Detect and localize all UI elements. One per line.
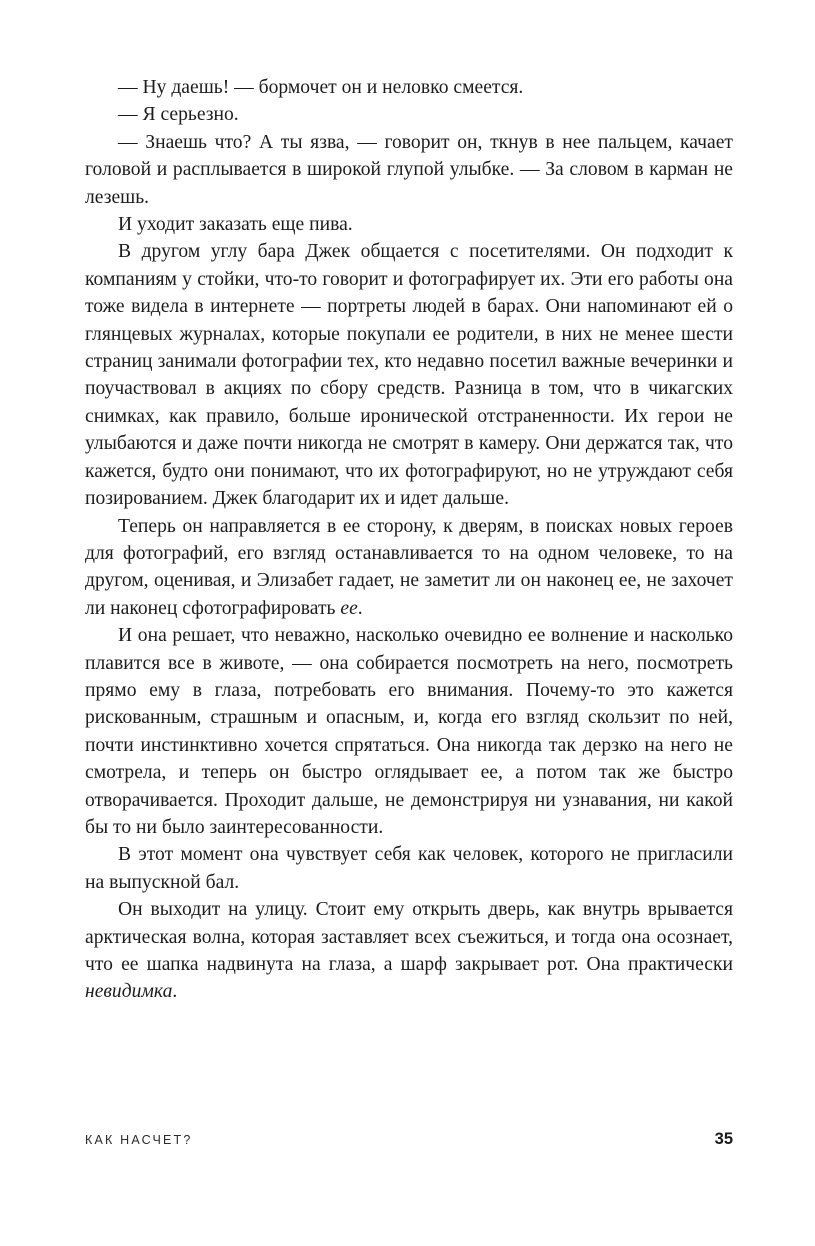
- paragraph: [85, 211, 733, 238]
- text-run: Он выходит на улицу. Стоит ему открыть дверь, как внутрь врывается арктическая волна, которая заставляет всех съежиться, и тогда она осознает, что ее шапка надвинута на глаза, а шарф закрывает рот. Она практически: [85, 899, 733, 975]
- text-run: Теперь он направляется в ее сторону, к дверям, в поисках новых героев для фотографий, его взгляд останавливается то на одном человеке, то на другом, оценивая, и Элизабет гадает, не заметит ли он наконец ее, не захочет ли наконец сфотографировать: [85, 515, 733, 619]
- paragraph: [85, 101, 733, 128]
- paragraph: [85, 622, 733, 841]
- paragraph: [85, 513, 733, 623]
- paragraph: [85, 896, 733, 1006]
- text-run: И уходит заказать еще пива.: [118, 214, 353, 236]
- page-number: 35: [714, 1130, 733, 1148]
- text-run: В другом углу бара Джек общается с посетителями. Он подходит к компаниям у стойки, что-то говорит и фотографирует их. Эти его работы она тоже видела в интернете — портреты людей в барах. Они напоминают ей о глянцевых журналах, которые покупали ее родители, в них не менее шести страниц занимали фотографии тех, кто недавно посетил важные вечеринки и поучаствовал в акциях по сбору средств. Разница в том, что в чикагских снимках, как правило, больше иронической отстраненности. Их герои не улыбаются и даже почти никогда не смотрят в камеру. Они держатся так, что кажется, будто они понимают, что их фотографируют, но не утруждают себя позированием. Джек благодарит их и идет дальше.: [85, 241, 733, 510]
- paragraph: [85, 841, 733, 896]
- page-text: [85, 74, 733, 1006]
- paragraph: [85, 129, 733, 211]
- text-run: И она решает, что неважно, насколько очевидно ее волнение и насколько плавится все в животе, — она собирается посмотреть на него, посмотреть прямо ему в глаза, потребовать его внимания. Почему-то это кажется рискованным, страшным и опасным, и, когда его взгляд скользит по ней, почти инстинктивно хочется спрятаться. Она никогда так дерзко на него не смотрела, и теперь он быстро оглядывает ее, а потом так же быстро отворачивается. Проходит дальше, не демонстрируя ни узнавания, ни какой бы то ни было заинтересованности.: [85, 625, 733, 838]
- paragraph: [85, 74, 733, 101]
- italic-text-run: ее: [340, 597, 358, 619]
- text-run: — Я серьезно.: [118, 104, 239, 126]
- text-run: В этот момент она чувствует себя как человек, которого не пригласили на выпускной бал.: [85, 844, 733, 893]
- paragraph: [85, 238, 733, 512]
- text-run: — Ну даешь! — бормочет он и неловко смеется.: [118, 77, 524, 98]
- text-run: .: [357, 597, 363, 619]
- text-run: .: [172, 981, 178, 1003]
- text-run: — Знаешь что? А ты язва, — говорит он, ткнув в нее пальцем, качает головой и расплывается в широкой глупой улыбке. — За словом в карман не лезешь.: [85, 131, 733, 208]
- italic-text-run: невидимка: [85, 981, 173, 1003]
- running-title: КАК НАСЧЕТ?: [85, 1133, 193, 1147]
- page-footer: [85, 1130, 733, 1149]
